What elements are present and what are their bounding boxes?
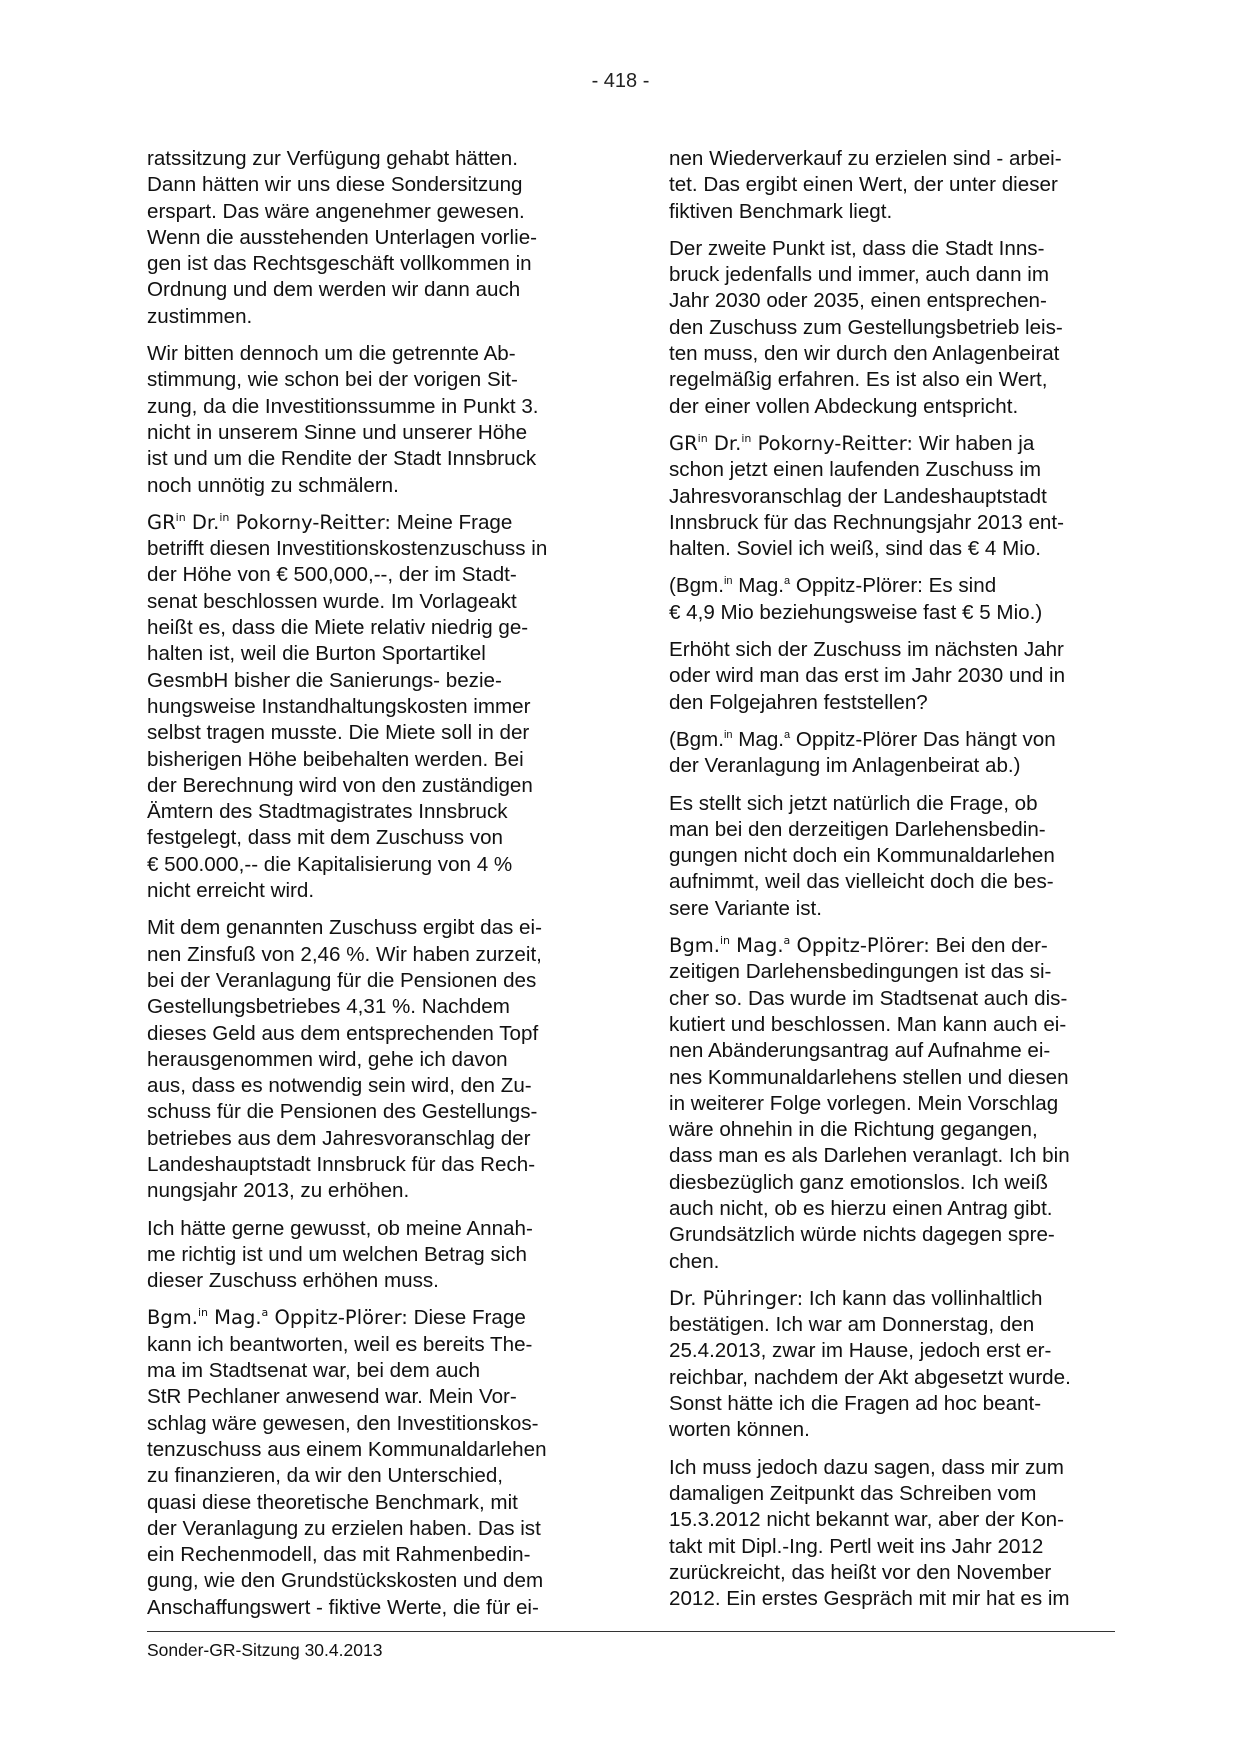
text-line: tet. Das ergibt einen Wert, der unter dieser (669, 173, 1058, 197)
text-line: diesbezüglich ganz emotionslos. Ich weiß (669, 1170, 1048, 1194)
text-line: 15.3.2012 nicht bekannt war, aber der Kon- (669, 1508, 1064, 1532)
paragraph (147, 915, 592, 1204)
paragraph (669, 637, 1114, 716)
interjection-paragraph (669, 573, 1114, 626)
text-line: schuss für die Pensionen des Gestellungs- (147, 1100, 538, 1124)
text-line: regelmäßig erfahren. Es ist also ein Wert, (669, 368, 1048, 392)
text-line: Es stellt sich jetzt natürlich die Frage, ob (669, 791, 1038, 815)
paragraph (147, 1216, 592, 1295)
speaker-name: $GR^{in}$ Dr.$^{in}$ Pokorny-Reitter: (669, 431, 913, 455)
text-line: den Zuschuss zum Gestellungsbetrieb leis- (669, 315, 1063, 339)
text-line: Der zweite Punkt ist, dass die Stadt Inns- (669, 236, 1045, 260)
text-line: halten ist, weil die Burton Sportartikel (147, 642, 486, 666)
speaker-line: (Bgm.$^{in}$ Mag.$^a$ Oppitz-Plörer Das hängt von (669, 727, 1056, 751)
text-line: senat beschlossen wurde. Im Vorlageakt (147, 589, 517, 613)
text-line: € 4,9 Mio beziehungsweise fast € 5 Mio.) (669, 600, 1043, 624)
text-line: 25.4.2013, zwar im Hause, jedoch erst er- (669, 1339, 1052, 1363)
text-line: cher so. Das wurde im Stadtsenat auch dis- (669, 986, 1068, 1010)
text-line: selbst tragen musste. Die Miete soll in der (147, 721, 530, 745)
text-line: aufnimmt, weil das vielleicht doch die bes- (669, 870, 1054, 894)
text-line: nen Abänderungsantrag auf Aufnahme ei- (669, 1039, 1051, 1063)
text-line: € 500.000,-- die Kapitalisierung von 4 % (147, 852, 513, 876)
text-line: Mit dem genannten Zuschuss ergibt das ei- (147, 916, 542, 940)
text-line: bestätigen. Ich war am Donnerstag, den (669, 1313, 1035, 1337)
text-line: hungsweise Instandhaltungskosten immer (147, 694, 531, 718)
text-line: zeitigen Darlehensbedingungen ist das si- (669, 960, 1052, 984)
text-line: aus, dass es notwendig sein wird, den Zu- (147, 1074, 532, 1098)
text-line: dieser Zuschuss erhöhen muss. (147, 1269, 439, 1293)
text-line: nen Zinsfuß von 2,46 %. Wir haben zurzeit, (147, 942, 542, 966)
speaker-line: Bgm.$^{in}$ Mag.$^a$ Oppitz-Plörer: Bei den der- (669, 934, 1048, 958)
text-line: der Berechnung wird von den zuständigen (147, 773, 533, 797)
left-column (147, 146, 592, 1632)
text-line: Grundsätzlich würde nichts dagegen spre- (669, 1223, 1055, 1247)
speaker-line: Bgm.$^{in}$ Mag.$^a$ Oppitz-Plörer: Diese Frage (147, 1306, 526, 1330)
text-line: schlag wäre gewesen, den Investitionskos- (147, 1411, 539, 1435)
text-line: Erhöht sich der Zuschuss im nächsten Jahr (669, 638, 1064, 662)
speaker-line: (Bgm.$^{in}$ Mag.$^a$ Oppitz-Plörer: Es sind (669, 574, 997, 598)
text-line: nen Wiederverkauf zu erzielen sind - arbei- (669, 147, 1062, 170)
paragraph (669, 791, 1114, 922)
text-line: betriebes aus dem Jahresvoranschlag der (147, 1126, 531, 1150)
paragraph (669, 146, 1114, 225)
page-number: - 418 - (591, 70, 650, 92)
text-line: nungsjahr 2013, zu erhöhen. (147, 1179, 410, 1203)
paragraph (669, 1455, 1114, 1613)
speaker-paragraph (147, 1305, 592, 1621)
text-line: Jahresvoranschlag der Landeshauptstadt (669, 484, 1047, 508)
text-line: Jahr 2030 oder 2035, einen entsprechen- (669, 289, 1047, 313)
text-line: nicht in unserem Sinne und unserer Höhe (147, 420, 528, 444)
text-line: sere Variante ist. (669, 896, 822, 920)
text-line: Wenn die ausstehenden Unterlagen vorlie- (147, 225, 538, 249)
text-line: dass man es als Darlehen veranlagt. Ich bin (669, 1144, 1070, 1168)
speaker-paragraph (147, 510, 592, 904)
speaker-name: $GR^{in}$ Dr.$^{in}$ Pokorny-Reitter: (147, 510, 391, 534)
speaker-line: $GR^{in}$ Dr.$^{in}$ Pokorny-Reitter: Meine Frage (147, 510, 513, 534)
text-line: quasi diese theoretische Benchmark, mit (147, 1490, 518, 1514)
text-line: chen. (669, 1249, 720, 1273)
interjection-paragraph (669, 727, 1114, 780)
speaker-name: Bgm.$^{in}$ Mag.$^a$ Oppitz-Plörer: (147, 1306, 408, 1330)
text-line: fiktiven Benchmark liegt. (669, 199, 893, 223)
text-line: der einer vollen Abdeckung entspricht. (669, 394, 1019, 418)
text-line: heißt es, dass die Miete relativ niedrig ge- (147, 616, 529, 640)
text-line: StR Pechlaner anwesend war. Mein Vor- (147, 1385, 517, 1409)
text-line: gung, wie den Grundstückskosten und dem (147, 1569, 544, 1593)
text-line: zung, da die Investitionssumme in Punkt 3. (147, 394, 539, 418)
text-line: gen ist das Rechtsgeschäft vollkommen in (147, 252, 532, 276)
text-line: worten können. (669, 1418, 810, 1442)
footer-text: Sonder-GR-Sitzung 30.4.2013 (147, 1640, 383, 1660)
text-line: den Folgejahren feststellen? (669, 690, 928, 714)
text-line: 2012. Ein erstes Gespräch mit mir hat es im (669, 1587, 1070, 1611)
text-line: ten muss, den wir durch den Anlagenbeirat (669, 342, 1060, 366)
speaker-name: Dr. Pühringer: (669, 1286, 804, 1310)
text-line: man bei den derzeitigen Darlehensbedin- (669, 817, 1046, 841)
speaker-paragraph (669, 933, 1114, 1275)
text-line: GesmbH bisher die Sanierungs- bezie- (147, 668, 502, 692)
text-line: Ordnung und dem werden wir dann auch (147, 278, 521, 302)
text-line: festgelegt, dass mit dem Zuschuss von (147, 826, 503, 850)
text-line: schon jetzt einen laufenden Zuschuss im (669, 458, 1042, 482)
text-line: halten. Soviel ich weiß, sind das € 4 Mio. (669, 537, 1042, 561)
text-line: ratssitzung zur Verfügung gehabt hätten. (147, 147, 518, 170)
text-line: Dann hätten wir uns diese Sondersitzung (147, 173, 523, 197)
text-line: reichbar, nachdem der Akt abgesetzt wurde. (669, 1365, 1071, 1389)
text-line: herausgenommen wird, gehe ich davon (147, 1047, 508, 1071)
text-line: kutiert und beschlossen. Man kann auch ei- (669, 1012, 1067, 1036)
paragraph (669, 236, 1114, 420)
text-line: bisherigen Höhe beibehalten werden. Bei (147, 747, 524, 771)
text-line: der Veranlagung im Anlagenbeirat ab.) (669, 754, 1021, 778)
speaker-paragraph (669, 431, 1114, 562)
speaker-name: Bgm.$^{in}$ Mag.$^a$ Oppitz-Plörer: (669, 934, 930, 958)
text-line: gungen nicht doch ein Kommunaldarlehen (669, 844, 1055, 868)
text-line: zu finanzieren, da wir den Unterschied, (147, 1464, 504, 1488)
text-line: Wir bitten dennoch um die getrennte Ab- (147, 342, 516, 366)
text-line: zurückreicht, das heißt vor den November (669, 1560, 1052, 1584)
speaker-line: $GR^{in}$ Dr.$^{in}$ Pokorny-Reitter: Wir haben ja (669, 431, 1035, 455)
speaker-paragraph (669, 1286, 1114, 1444)
right-column (669, 146, 1114, 1623)
text-line: ist und um die Rendite der Stadt Innsbruck (147, 447, 537, 471)
text-line: Ich muss jedoch dazu sagen, dass mir zum (669, 1455, 1064, 1479)
text-line: Innsbruck für das Rechnungsjahr 2013 ent- (669, 510, 1064, 534)
text-line: Ich hätte gerne gewusst, ob meine Annah- (147, 1216, 533, 1240)
text-line: bruck jedenfalls und immer, auch dann im (669, 263, 1050, 287)
text-line: der Veranlagung zu erzielen haben. Das ist (147, 1516, 541, 1540)
text-line: takt mit Dipl.-Ing. Pertl weit ins Jahr 2012 (669, 1534, 1044, 1558)
text-line: Ämtern des Stadtmagistrates Innsbruck (147, 800, 508, 824)
text-line: wäre ohnehin in die Richtung gegangen, (669, 1118, 1038, 1142)
text-line: Sonst hätte ich die Fragen ad hoc beant- (669, 1392, 1042, 1416)
text-line: nicht erreicht wird. (147, 879, 315, 903)
text-line: damaligen Zeitpunkt das Schreiben vom (669, 1481, 1037, 1505)
text-line: stimmung, wie schon bei der vorigen Sit- (147, 368, 518, 392)
text-line: auch nicht, ob es hierzu einen Antrag gibt. (669, 1196, 1053, 1220)
text-line: dieses Geld aus dem entsprechenden Topf (147, 1021, 539, 1045)
footer-rule (147, 1631, 1115, 1632)
text-line: in weiterer Folge vorlegen. Mein Vorschlag (669, 1091, 1059, 1115)
text-line: bei der Veranlagung für die Pensionen des (147, 968, 537, 992)
paragraph (147, 146, 592, 330)
text-line: erspart. Das wäre angenehmer gewesen. (147, 199, 525, 223)
text-line: tenzuschuss aus einem Kommunaldarlehen (147, 1437, 547, 1461)
text-line: zustimmen. (147, 304, 253, 328)
text-line: Gestellungsbetriebes 4,31 %. Nachdem (147, 995, 510, 1019)
text-line: oder wird man das erst im Jahr 2030 und in (669, 664, 1066, 688)
text-line: me richtig ist und um welchen Betrag sich (147, 1242, 528, 1266)
text-line: der Höhe von € 500,000,--, der im Stadt- (147, 563, 517, 587)
text-line: kann ich beantworten, weil es bereits The- (147, 1332, 533, 1356)
text-line: nes Kommunaldarlehens stellen und diesen (669, 1065, 1069, 1089)
speaker-line: Dr. Pühringer: Ich kann das vollinhaltlich (669, 1286, 1043, 1310)
text-line: noch unnötig zu schmälern. (147, 473, 399, 497)
text-line: Landeshauptstadt Innsbruck für das Rech- (147, 1152, 536, 1176)
text-line: ein Rechenmodell, das mit Rahmenbedin- (147, 1543, 531, 1567)
text-line: ma im Stadtsenat war, bei dem auch (147, 1359, 481, 1383)
paragraph (147, 341, 592, 499)
text-line: betrifft diesen Investitionskostenzuschuss in (147, 537, 548, 561)
text-line: Anschaffungswert - fiktive Werte, die für ei- (147, 1595, 539, 1619)
